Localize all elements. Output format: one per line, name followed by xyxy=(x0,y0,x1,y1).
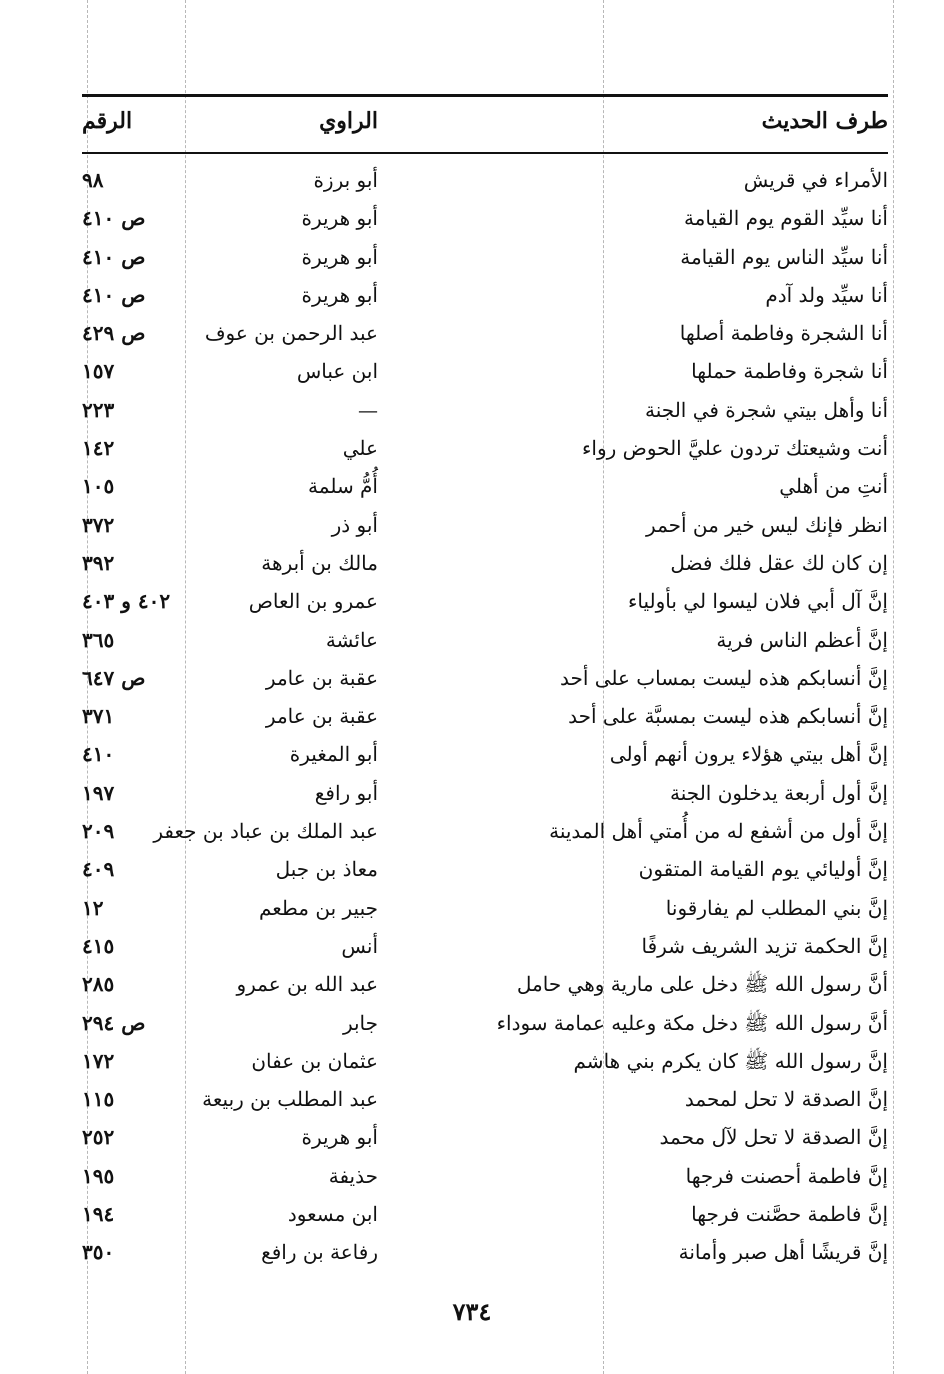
index-table-body xyxy=(0,163,944,1274)
table-row xyxy=(0,776,944,814)
table-row xyxy=(0,661,944,699)
table-row xyxy=(0,201,944,239)
narrator-name: عقبة بن عامر xyxy=(265,665,378,690)
top-rule xyxy=(82,94,888,97)
hadith-number: ٣٥٠ xyxy=(82,1240,115,1265)
table-row xyxy=(0,584,944,622)
narrator-name: جبير بن مطعم xyxy=(258,895,378,920)
table-row xyxy=(0,508,944,546)
hadith-text: إنَّ أول أربعة يدخلون الجنة xyxy=(670,780,888,805)
hadith-number: ١٩٥ xyxy=(82,1163,115,1188)
narrator-name: أبو ذر xyxy=(331,512,378,537)
narrator-name: عائشة xyxy=(325,627,378,652)
table-row xyxy=(0,316,944,354)
narrator-name: عثمان بن عفان xyxy=(251,1048,378,1073)
hadith-text: إنَّ فاطمة أحصنت فرجها xyxy=(685,1163,888,1188)
table-row xyxy=(0,278,944,316)
hadith-text: إنَّ أول من أشفع له من أُمتي أهل المدينة xyxy=(549,819,888,844)
hadith-text: إنَّ آل أبي فلان ليسوا لي بأولياء xyxy=(627,589,888,614)
hadith-number: ٤٠٢ و ٤٠٣ xyxy=(82,589,171,614)
hadith-number: ١٤٢ xyxy=(82,436,115,461)
header-rule xyxy=(82,152,888,154)
narrator-name: أُمُّ سلمة xyxy=(308,474,378,499)
hadith-text: أنَّ رسول الله ﷺ دخل على مارية وهي حامل xyxy=(516,972,888,997)
hadith-text: انظر فإنك ليس خير من أحمر xyxy=(646,512,888,537)
table-row xyxy=(0,967,944,1005)
hadith-text: الأمراء في قريش xyxy=(743,168,888,192)
column-header-hadith: طرف الحديث xyxy=(761,108,888,134)
hadith-text: إنَّ أعظم الناس فرية xyxy=(716,627,888,652)
hadith-text: إنَّ قريشًا أهل صبر وأمانة xyxy=(678,1240,888,1265)
hadith-number: ص ٤٢٩ xyxy=(82,321,146,346)
hadith-text: أنَّ رسول الله ﷺ دخل مكة وعليه عمامة سوداء xyxy=(496,1010,888,1035)
table-row xyxy=(0,699,944,737)
hadith-number: ١٥٧ xyxy=(82,359,115,384)
narrator-name: عبد الله بن عمرو xyxy=(236,972,378,997)
narrator-name: أنس xyxy=(341,933,378,958)
hadith-text: إنَّ فاطمة حصَّنت فرجها xyxy=(691,1202,888,1227)
table-row xyxy=(0,929,944,967)
hadith-number: ص ٤١٠ xyxy=(82,244,146,269)
table-row xyxy=(0,163,944,201)
table-row xyxy=(0,1159,944,1197)
narrator-name: مالك بن أبرهة xyxy=(261,550,378,575)
hadith-text: أنا وأهل بيتي شجرة في الجنة xyxy=(645,397,888,422)
table-row xyxy=(0,1006,944,1044)
hadith-number: ٣٧٢ xyxy=(82,512,115,537)
narrator-name: أبو المغيرة xyxy=(289,742,378,767)
narrator-name: حذيفة xyxy=(328,1163,378,1188)
table-row xyxy=(0,737,944,775)
table-row xyxy=(0,354,944,392)
narrator-name: ابن عباس xyxy=(296,359,378,384)
narrator-name: علي xyxy=(342,436,378,461)
hadith-number: ٤٠٩ xyxy=(82,857,115,882)
hadith-number: ١٩٤ xyxy=(82,1202,115,1227)
narrator-name: عبد الملك بن عباد بن جعفر xyxy=(153,819,378,844)
hadith-text: أنا سيِّد القوم يوم القيامة xyxy=(683,206,888,231)
table-row xyxy=(0,852,944,890)
narrator-name: — xyxy=(358,397,378,422)
narrator-name: أبو هريرة xyxy=(301,206,378,231)
hadith-number: ص ٤١٠ xyxy=(82,206,146,231)
hadith-number: ص ٢٩٤ xyxy=(82,1010,146,1035)
hadith-number: ٤١٠ xyxy=(82,742,115,767)
column-header-number: الرقم xyxy=(82,108,133,134)
hadith-text: إنَّ بني المطلب لم يفارقونا xyxy=(665,895,888,920)
column-header-narrator: الراوي xyxy=(319,108,378,134)
hadith-text: إن كان لك عقل فلك فضل xyxy=(670,550,888,575)
hadith-text: إنَّ رسول الله ﷺ كان يكرم بني هاشم xyxy=(573,1048,888,1073)
table-row xyxy=(0,1197,944,1235)
hadith-number: ١٩٧ xyxy=(82,780,115,805)
hadith-text: أنا شجرة وفاطمة حملها xyxy=(691,359,888,384)
table-row xyxy=(0,891,944,929)
narrator-name: معاذ بن جبل xyxy=(275,857,378,882)
hadith-text: أنت وشيعتك تردون عليَّ الحوض رواء xyxy=(582,436,888,461)
table-row xyxy=(0,1044,944,1082)
table-row xyxy=(0,431,944,469)
hadith-text: أنتِ من أهلي xyxy=(779,474,888,499)
narrator-name: أبو رافع xyxy=(314,780,378,805)
table-row xyxy=(0,1082,944,1120)
table-row xyxy=(0,814,944,852)
narrator-name: أبو هريرة xyxy=(301,282,378,307)
hadith-text: إنَّ أوليائي يوم القيامة المتقون xyxy=(638,857,888,882)
table-row xyxy=(0,1120,944,1158)
hadith-number: ٢٥٢ xyxy=(82,1125,115,1150)
hadith-number: ص ٦٤٧ xyxy=(82,665,146,690)
hadith-text: إنَّ أهل بيتي هؤلاء يرون أنهم أولى xyxy=(609,742,888,767)
page-number: ٧٣٤ xyxy=(452,1297,492,1326)
hadith-number: ١٧٢ xyxy=(82,1048,115,1073)
hadith-number: ١٠٥ xyxy=(82,474,115,499)
hadith-text: أنا سيِّد الناس يوم القيامة xyxy=(680,244,888,269)
hadith-text: إنَّ أنسابكم هذه ليست بمسبَّة على أحد xyxy=(568,704,888,729)
hadith-text: إنَّ أنسابكم هذه ليست بمساب على أحد xyxy=(559,665,888,690)
hadith-number: ٣٩٢ xyxy=(82,550,115,575)
table-row xyxy=(0,469,944,507)
narrator-name: عقبة بن عامر xyxy=(265,704,378,729)
narrator-name: عمرو بن العاص xyxy=(248,589,378,614)
narrator-name: رفاعة بن رافع xyxy=(261,1240,378,1265)
table-row xyxy=(0,1235,944,1273)
table-row xyxy=(0,546,944,584)
hadith-number: ٢٠٩ xyxy=(82,819,115,844)
hadith-number: ١٢ xyxy=(82,895,104,920)
narrator-name: عبد المطلب بن ربيعة xyxy=(202,1087,378,1112)
hadith-number: ٣٦٥ xyxy=(82,627,115,652)
hadith-number: ٤١٥ xyxy=(82,933,115,958)
hadith-number: ٢٢٣ xyxy=(82,397,115,422)
table-row xyxy=(0,240,944,278)
table-row xyxy=(0,623,944,661)
narrator-name: ابن مسعود xyxy=(287,1202,378,1227)
hadith-text: أنا الشجرة وفاطمة أصلها xyxy=(679,321,888,346)
hadith-text: إنَّ الحكمة تزيد الشريف شرفًا xyxy=(641,933,888,958)
hadith-number: ٢٨٥ xyxy=(82,972,115,997)
narrator-name: أبو هريرة xyxy=(301,244,378,269)
narrator-name: أبو برزة xyxy=(313,168,378,192)
hadith-number: ١١٥ xyxy=(82,1087,115,1112)
narrator-name: عبد الرحمن بن عوف xyxy=(204,321,378,346)
hadith-text: إنَّ الصدقة لا تحل لآل محمد xyxy=(659,1125,888,1150)
narrator-name: أبو هريرة xyxy=(301,1125,378,1150)
hadith-number: ص ٤١٠ xyxy=(82,282,146,307)
hadith-number: ٩٨ xyxy=(82,168,104,192)
hadith-text: أنا سيِّد ولد آدم xyxy=(765,282,888,307)
hadith-number: ٣٧١ xyxy=(82,704,115,729)
table-row xyxy=(0,393,944,431)
hadith-text: إنَّ الصدقة لا تحل لمحمد xyxy=(684,1087,888,1112)
narrator-name: جابر xyxy=(342,1010,378,1035)
